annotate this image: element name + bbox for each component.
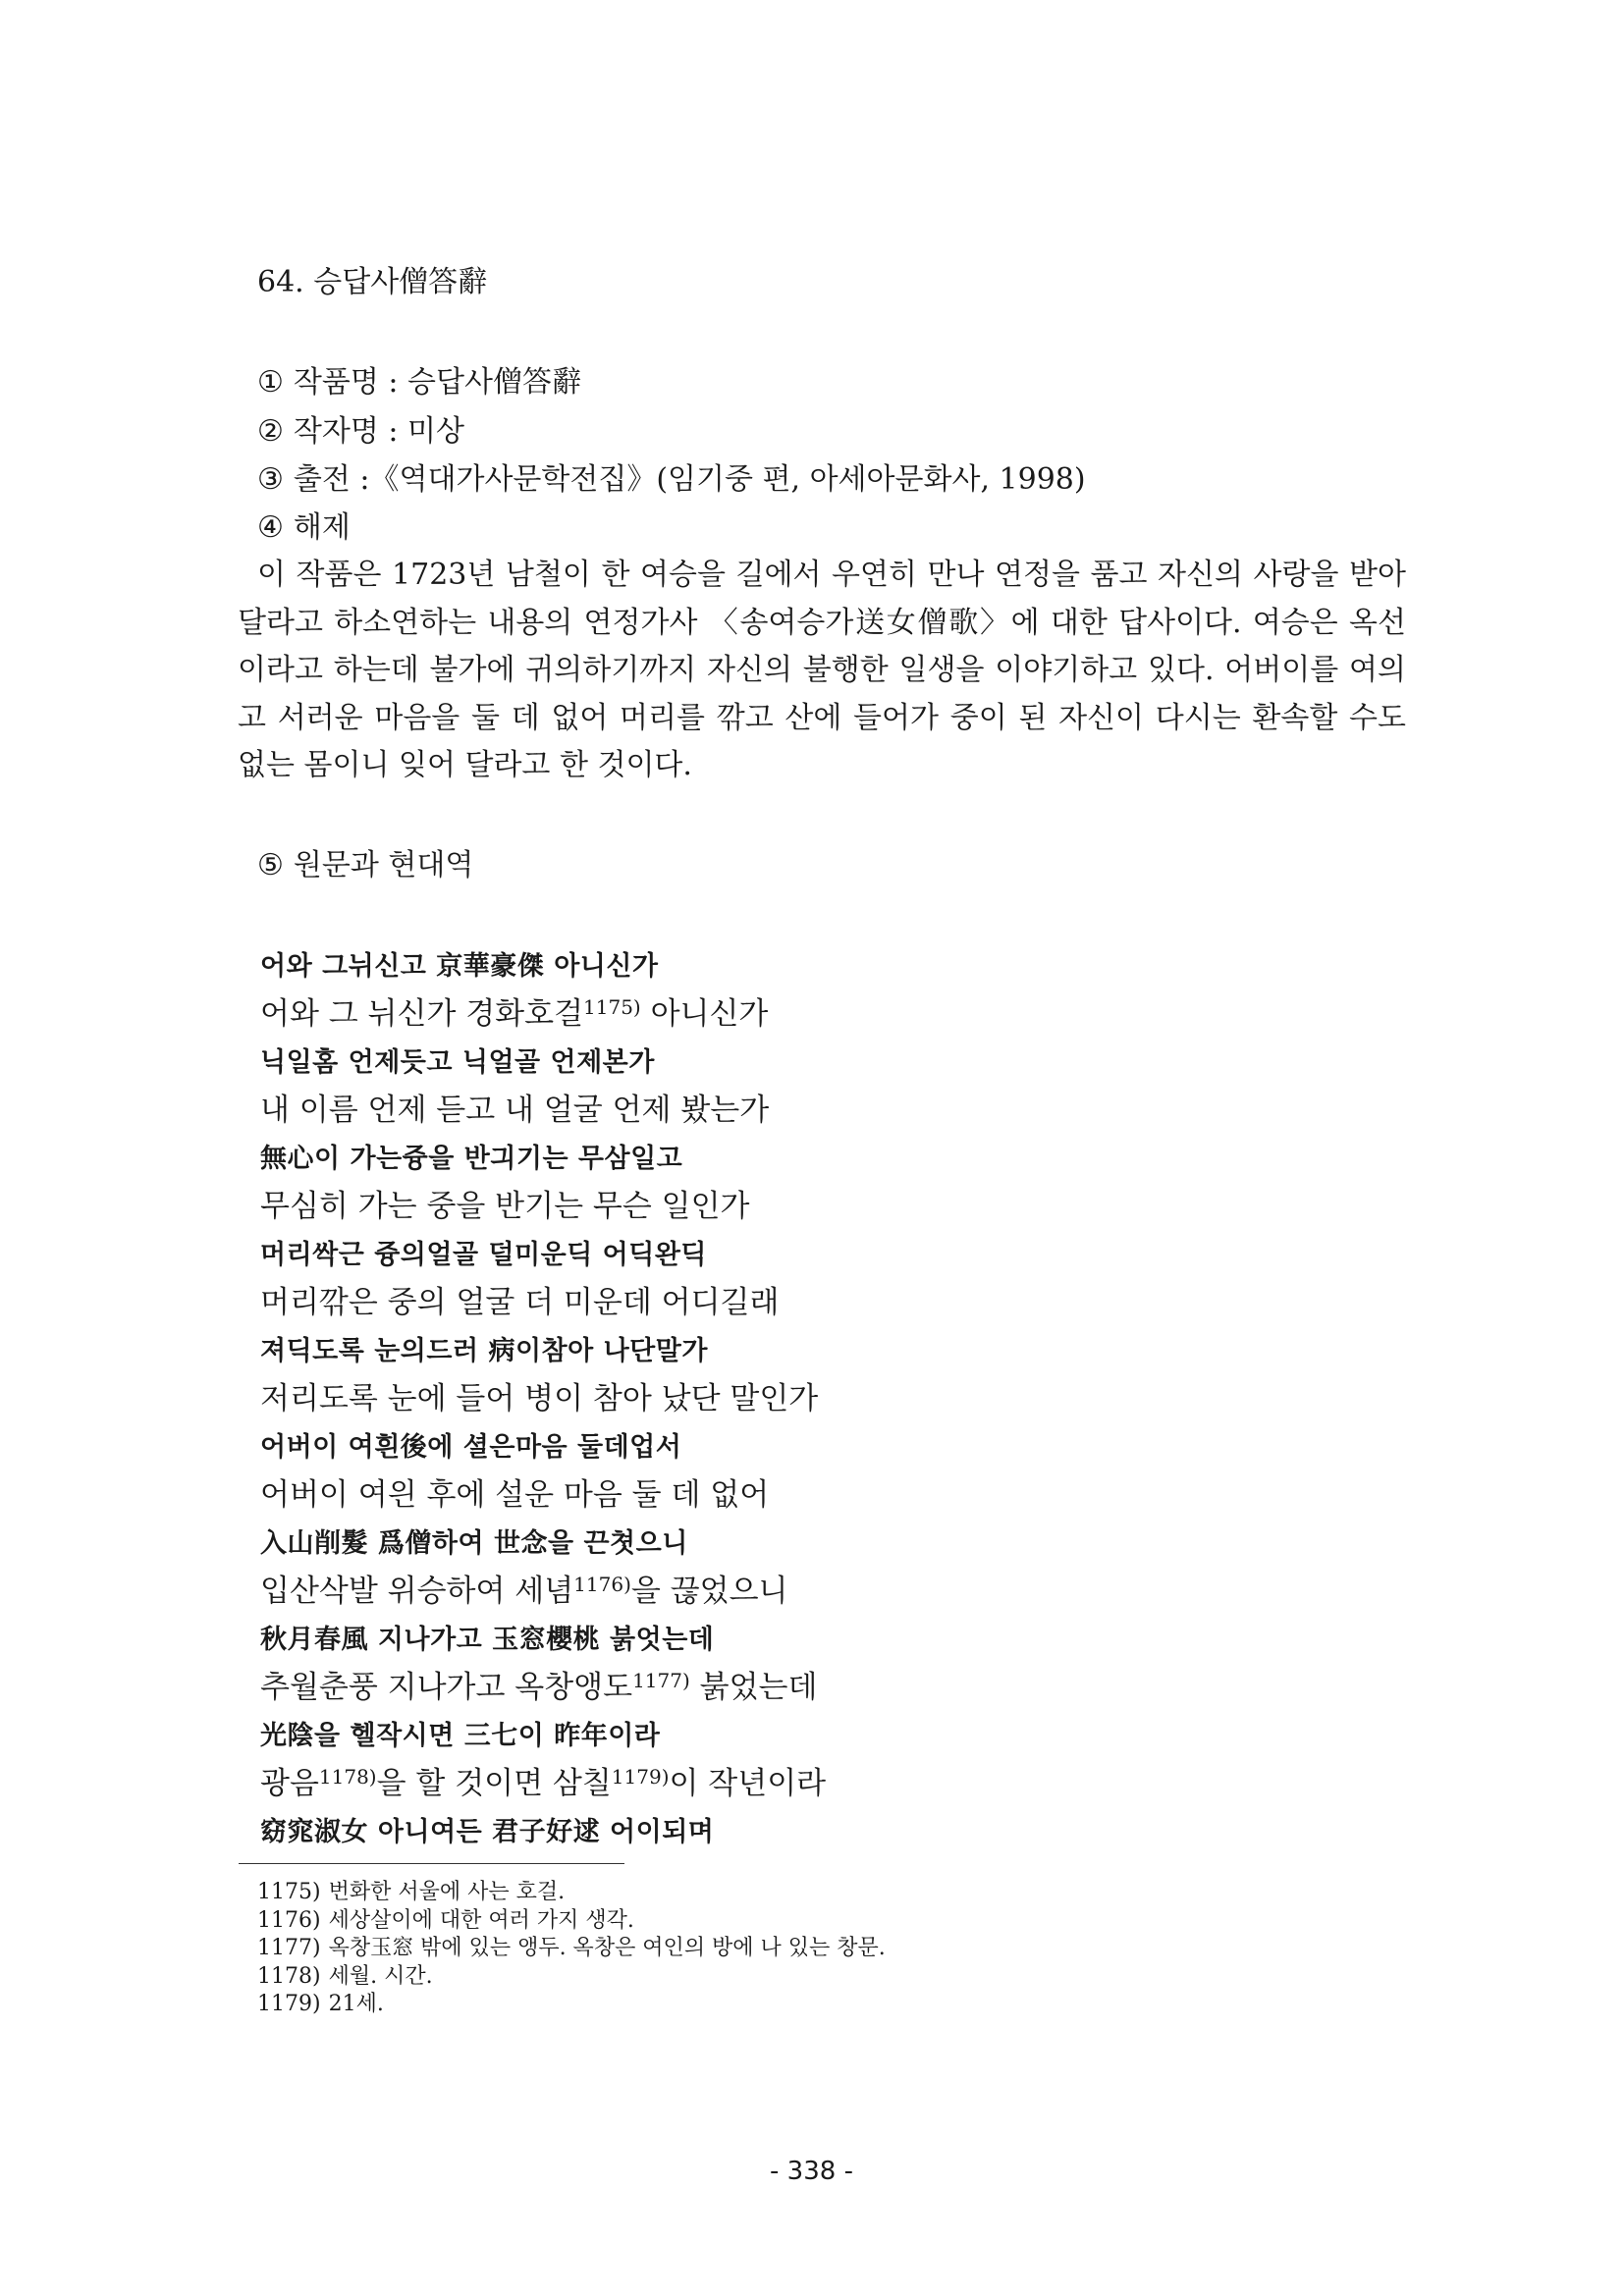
item-number: ④ (257, 510, 284, 545)
verse-modern (260, 1568, 1399, 1616)
verse-text: 입산삭발 위승하여 세념 (260, 1574, 574, 1609)
verse-original: 어버이 여흰後에 셜은마음 둘데업서 (260, 1432, 682, 1463)
verse-list (260, 942, 1399, 1856)
item-number: ⑤ (257, 848, 284, 882)
item-number: ② (257, 414, 284, 449)
commentary-paragraph: 이 작품은 1723년 남철이 한 여승을 길에서 우연히 만나 연정을 품고 자신의 사랑을 받아달라고 하소연하는 내용의 연정가사 〈송여승가送女僧歌〉에 대한 답사이다. 여승은 옥선이라고 하는데 불가에 귀의하기까지 자신의 불행한 일생을 이야기하고 있다. 어버이를 여의고 서러운 마음을 둘 데 없어 머리를 깎고 산에 들어가 중이 된 자신이 다시는 환속할 수도 없는 몸이니 잊어 달라고 한 것이다. (238, 558, 1406, 782)
verse-original: 窈窕淑女 아니여든 君子好逑 어이되며 (260, 1817, 715, 1847)
verse-original: 져딕도록 눈의드러 病이참아 나단말가 (260, 1336, 708, 1366)
footnote-text: 21세. (328, 1992, 384, 2016)
footnote (257, 1963, 886, 1992)
verse-modern: 머리깎은 중의 얼굴 더 미운데 어디길래 (260, 1285, 780, 1320)
item-commentary (257, 508, 351, 548)
item-text: 출전 :《역대가사문학전집》(임기중 편, 아세아문화사, 1998) (293, 462, 1086, 497)
section-heading: 64. 승답사僧答辭 (257, 265, 488, 299)
verse-modern (260, 990, 1399, 1039)
footnote-number: 1178) (257, 1963, 321, 1989)
item-text: 작품명 : 승답사僧答辭 (293, 365, 581, 400)
item-number: ① (257, 365, 284, 400)
footnote-ref: 1176) (573, 1573, 631, 1596)
footnote-number: 1177) (257, 1936, 321, 1960)
item-title (257, 363, 581, 402)
item-text: 작자명 : 미상 (293, 414, 464, 449)
verse-original: 入山削髮 爲僧하여 世念을 끈쳣으니 (260, 1528, 688, 1559)
item-number: ③ (257, 462, 284, 497)
footnote-text: 번화한 서울에 사는 호걸. (328, 1880, 566, 1904)
footnote-number: 1176) (257, 1907, 321, 1933)
item-original-and-translation (257, 846, 473, 885)
footnote (257, 1907, 886, 1936)
footnote-number: 1175) (257, 1880, 321, 1904)
verse-original: 머리싹근 즁의얼골 덜미운딕 어딕완딕 (260, 1240, 708, 1270)
item-text: 원문과 현대역 (293, 848, 474, 882)
verse-original: 無心이 가는즁을 반긔기는 무삼일고 (260, 1144, 683, 1174)
verse-modern (260, 1664, 1399, 1712)
verse-text: 이 작년이라 (669, 1766, 827, 1801)
footnote-divider (239, 1863, 624, 1864)
verse-original: 光陰을 헬작시면 三七이 昨年이라 (260, 1721, 661, 1751)
verse-text: 어와 그 뉘신가 경화호걸 (260, 996, 584, 1032)
verse-modern: 내 이름 언제 듣고 내 얼굴 언제 봤는가 (260, 1093, 770, 1128)
footnote-ref: 1177) (632, 1669, 690, 1692)
verse-text: 아니신가 (640, 996, 769, 1032)
verse-text: 광음 (260, 1766, 319, 1801)
page-number: - 338 - (770, 2157, 853, 2186)
footnote-text: 세월. 시간. (328, 1963, 433, 1989)
footnote-text: 세상살이에 대한 여러 가지 생각. (328, 1907, 634, 1933)
footnote-text: 옥창玉窓 밖에 있는 앵두. 옥창은 여인의 방에 나 있는 창문. (328, 1936, 886, 1960)
verse-modern: 무심히 가는 중을 반기는 무슨 일인가 (260, 1189, 750, 1224)
footnote (257, 1935, 886, 1963)
item-source (257, 460, 1086, 500)
verse-text: 을 할 것이면 삼칠 (376, 1766, 612, 1801)
verse-original: 닉일홈 언제듯고 닉얼골 언제본가 (260, 1047, 655, 1078)
item-author (257, 412, 464, 452)
footnote-list (257, 1879, 886, 2019)
verse-modern (260, 1760, 1399, 1808)
item-text: 해제 (293, 510, 351, 545)
verse-text: 을 끊었으니 (630, 1574, 788, 1609)
verse-text: 추월춘풍 지나가고 옥창앵도 (260, 1670, 633, 1705)
verse-modern: 어버이 여읜 후에 설운 마음 둘 데 없어 (260, 1477, 770, 1513)
footnote-ref: 1178) (318, 1765, 377, 1789)
footnote (257, 1879, 886, 1907)
footnote-ref: 1179) (611, 1765, 670, 1789)
verse-original: 어와 그뉘신고 京華豪傑 아니신가 (260, 951, 659, 982)
verse-text: 붉었는데 (689, 1670, 818, 1705)
verse-modern: 저리도록 눈에 들어 병이 참아 났단 말인가 (260, 1381, 819, 1416)
footnote (257, 1991, 886, 2019)
footnote-ref: 1175) (583, 995, 641, 1019)
footnote-number: 1179) (257, 1992, 321, 2016)
verse-original: 秋月春風 지나가고 玉窓櫻桃 붉엇는데 (260, 1625, 715, 1655)
